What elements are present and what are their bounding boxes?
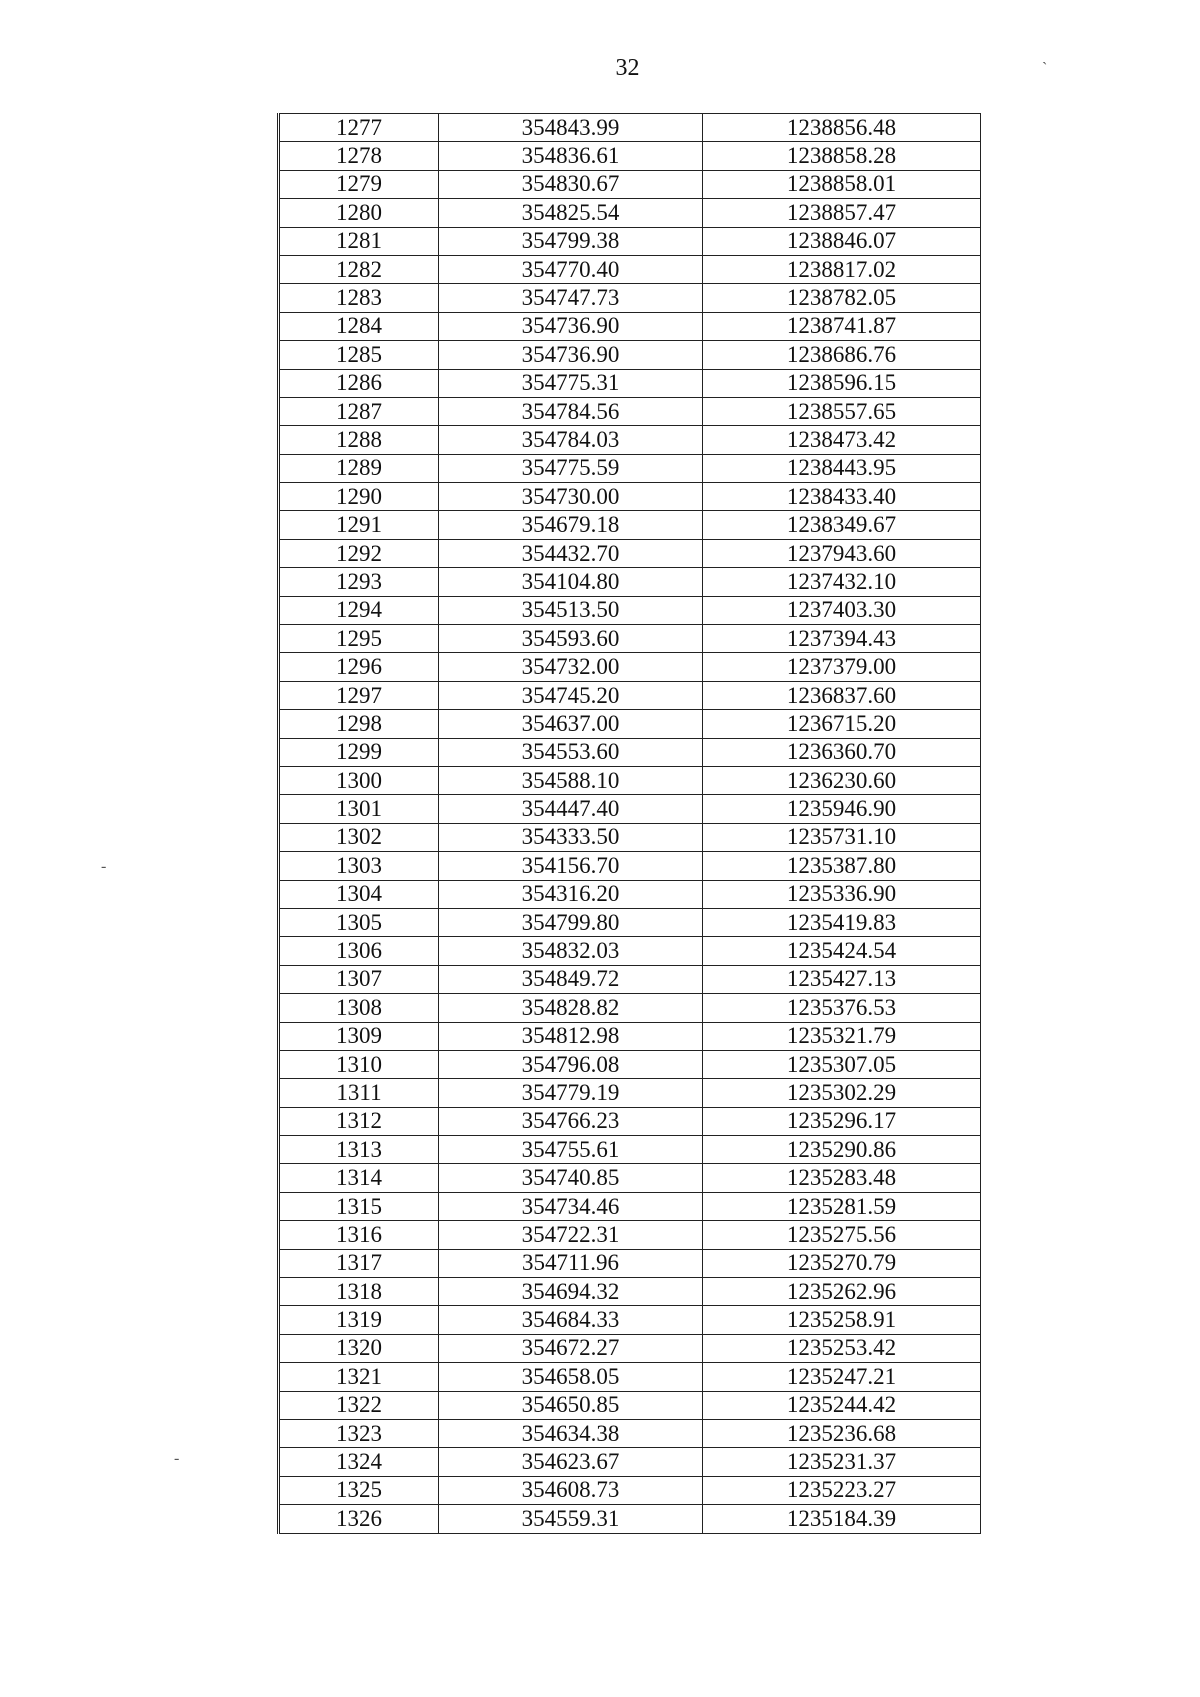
x-coordinate-cell: 354828.82 — [439, 994, 703, 1022]
x-coordinate-cell: 354747.73 — [439, 284, 703, 312]
x-coordinate-cell: 354513.50 — [439, 596, 703, 624]
x-coordinate-cell: 354843.99 — [439, 114, 703, 142]
point-number-cell: 1317 — [279, 1249, 439, 1277]
table-row — [279, 341, 981, 369]
y-coordinate-cell: 1235258.91 — [703, 1306, 981, 1334]
y-coordinate-cell: 1238846.07 — [703, 227, 981, 255]
y-coordinate-cell: 1238473.42 — [703, 426, 981, 454]
point-number-cell: 1278 — [279, 142, 439, 170]
table-row — [279, 908, 981, 936]
table-row — [279, 1448, 981, 1476]
table-row — [279, 823, 981, 851]
point-number-cell: 1299 — [279, 738, 439, 766]
x-coordinate-cell: 354679.18 — [439, 511, 703, 539]
table-row — [279, 965, 981, 993]
y-coordinate-cell: 1235946.90 — [703, 795, 981, 823]
point-number-cell: 1287 — [279, 397, 439, 425]
point-number-cell: 1303 — [279, 852, 439, 880]
y-coordinate-cell: 1238443.95 — [703, 454, 981, 482]
table-row — [279, 568, 981, 596]
table-row — [279, 255, 981, 283]
point-number-cell: 1285 — [279, 341, 439, 369]
point-number-cell: 1289 — [279, 454, 439, 482]
x-coordinate-cell: 354784.56 — [439, 397, 703, 425]
point-number-cell: 1296 — [279, 653, 439, 681]
point-number-cell: 1311 — [279, 1079, 439, 1107]
x-coordinate-cell: 354755.61 — [439, 1136, 703, 1164]
y-coordinate-cell: 1235296.17 — [703, 1107, 981, 1135]
x-coordinate-cell: 354447.40 — [439, 795, 703, 823]
x-coordinate-cell: 354553.60 — [439, 738, 703, 766]
x-coordinate-cell: 354593.60 — [439, 625, 703, 653]
y-coordinate-cell: 1238858.01 — [703, 170, 981, 198]
x-coordinate-cell: 354432.70 — [439, 539, 703, 567]
table-row — [279, 199, 981, 227]
point-number-cell: 1306 — [279, 937, 439, 965]
table-row — [279, 1476, 981, 1504]
x-coordinate-cell: 354832.03 — [439, 937, 703, 965]
x-coordinate-cell: 354711.96 — [439, 1249, 703, 1277]
point-number-cell: 1297 — [279, 681, 439, 709]
table-row — [279, 710, 981, 738]
y-coordinate-cell: 1235424.54 — [703, 937, 981, 965]
point-number-cell: 1315 — [279, 1192, 439, 1220]
point-number-cell: 1295 — [279, 625, 439, 653]
table-row — [279, 1079, 981, 1107]
table-row — [279, 170, 981, 198]
y-coordinate-cell: 1238782.05 — [703, 284, 981, 312]
point-number-cell: 1279 — [279, 170, 439, 198]
table-row — [279, 1221, 981, 1249]
x-coordinate-cell: 354740.85 — [439, 1164, 703, 1192]
page-number: 32 — [615, 55, 640, 81]
y-coordinate-cell: 1237432.10 — [703, 568, 981, 596]
scan-artifact-mark: - — [101, 858, 107, 875]
x-coordinate-cell: 354799.80 — [439, 908, 703, 936]
y-coordinate-cell: 1235244.42 — [703, 1391, 981, 1419]
y-coordinate-cell: 1237403.30 — [703, 596, 981, 624]
coordinate-table-container — [277, 113, 981, 1534]
x-coordinate-cell: 354658.05 — [439, 1363, 703, 1391]
point-number-cell: 1290 — [279, 483, 439, 511]
x-coordinate-cell: 354830.67 — [439, 170, 703, 198]
x-coordinate-cell: 354736.90 — [439, 312, 703, 340]
point-number-cell: 1308 — [279, 994, 439, 1022]
point-number-cell: 1325 — [279, 1476, 439, 1504]
x-coordinate-cell: 354156.70 — [439, 852, 703, 880]
x-coordinate-cell: 354799.38 — [439, 227, 703, 255]
x-coordinate-cell: 354634.38 — [439, 1419, 703, 1447]
y-coordinate-cell: 1235253.42 — [703, 1334, 981, 1362]
y-coordinate-cell: 1235275.56 — [703, 1221, 981, 1249]
coordinate-table-body — [279, 114, 981, 1534]
x-coordinate-cell: 354745.20 — [439, 681, 703, 709]
table-row — [279, 227, 981, 255]
x-coordinate-cell: 354637.00 — [439, 710, 703, 738]
y-coordinate-cell: 1235419.83 — [703, 908, 981, 936]
x-coordinate-cell: 354623.67 — [439, 1448, 703, 1476]
table-row — [279, 1306, 981, 1334]
x-coordinate-cell: 354730.00 — [439, 483, 703, 511]
table-row — [279, 511, 981, 539]
y-coordinate-cell: 1238686.76 — [703, 341, 981, 369]
x-coordinate-cell: 354784.03 — [439, 426, 703, 454]
table-row — [279, 653, 981, 681]
y-coordinate-cell: 1236715.20 — [703, 710, 981, 738]
y-coordinate-cell: 1235307.05 — [703, 1050, 981, 1078]
table-row — [279, 1505, 981, 1533]
point-number-cell: 1277 — [279, 114, 439, 142]
point-number-cell: 1320 — [279, 1334, 439, 1362]
table-row — [279, 795, 981, 823]
table-row — [279, 454, 981, 482]
table-row — [279, 1107, 981, 1135]
x-coordinate-cell: 354722.31 — [439, 1221, 703, 1249]
x-coordinate-cell: 354672.27 — [439, 1334, 703, 1362]
x-coordinate-cell: 354684.33 — [439, 1306, 703, 1334]
table-row — [279, 1278, 981, 1306]
point-number-cell: 1316 — [279, 1221, 439, 1249]
y-coordinate-cell: 1235236.68 — [703, 1419, 981, 1447]
x-coordinate-cell: 354796.08 — [439, 1050, 703, 1078]
table-row — [279, 681, 981, 709]
point-number-cell: 1291 — [279, 511, 439, 539]
point-number-cell: 1309 — [279, 1022, 439, 1050]
x-coordinate-cell: 354104.80 — [439, 568, 703, 596]
table-row — [279, 1164, 981, 1192]
x-coordinate-cell: 354650.85 — [439, 1391, 703, 1419]
x-coordinate-cell: 354766.23 — [439, 1107, 703, 1135]
y-coordinate-cell: 1235231.37 — [703, 1448, 981, 1476]
point-number-cell: 1307 — [279, 965, 439, 993]
table-row — [279, 625, 981, 653]
table-row — [279, 1334, 981, 1362]
y-coordinate-cell: 1237379.00 — [703, 653, 981, 681]
table-row — [279, 852, 981, 880]
y-coordinate-cell: 1238433.40 — [703, 483, 981, 511]
table-row — [279, 1022, 981, 1050]
point-number-cell: 1292 — [279, 539, 439, 567]
x-coordinate-cell: 354775.59 — [439, 454, 703, 482]
x-coordinate-cell: 354734.46 — [439, 1192, 703, 1220]
table-row — [279, 738, 981, 766]
y-coordinate-cell: 1236837.60 — [703, 681, 981, 709]
x-coordinate-cell: 354316.20 — [439, 880, 703, 908]
point-number-cell: 1313 — [279, 1136, 439, 1164]
y-coordinate-cell: 1238741.87 — [703, 312, 981, 340]
y-coordinate-cell: 1235387.80 — [703, 852, 981, 880]
point-number-cell: 1302 — [279, 823, 439, 851]
y-coordinate-cell: 1235270.79 — [703, 1249, 981, 1277]
point-number-cell: 1310 — [279, 1050, 439, 1078]
table-row — [279, 766, 981, 794]
x-coordinate-cell: 354694.32 — [439, 1278, 703, 1306]
y-coordinate-cell: 1235184.39 — [703, 1505, 981, 1533]
table-row — [279, 596, 981, 624]
table-row — [279, 114, 981, 142]
point-number-cell: 1322 — [279, 1391, 439, 1419]
y-coordinate-cell: 1238349.67 — [703, 511, 981, 539]
table-row — [279, 1363, 981, 1391]
x-coordinate-cell: 354836.61 — [439, 142, 703, 170]
x-coordinate-cell: 354825.54 — [439, 199, 703, 227]
y-coordinate-cell: 1237394.43 — [703, 625, 981, 653]
y-coordinate-cell: 1235731.10 — [703, 823, 981, 851]
point-number-cell: 1286 — [279, 369, 439, 397]
table-row — [279, 1249, 981, 1277]
point-number-cell: 1283 — [279, 284, 439, 312]
y-coordinate-cell: 1238817.02 — [703, 255, 981, 283]
point-number-cell: 1293 — [279, 568, 439, 596]
point-number-cell: 1294 — [279, 596, 439, 624]
point-number-cell: 1298 — [279, 710, 439, 738]
point-number-cell: 1312 — [279, 1107, 439, 1135]
y-coordinate-cell: 1235376.53 — [703, 994, 981, 1022]
y-coordinate-cell: 1235223.27 — [703, 1476, 981, 1504]
x-coordinate-cell: 354736.90 — [439, 341, 703, 369]
table-row — [279, 994, 981, 1022]
x-coordinate-cell: 354333.50 — [439, 823, 703, 851]
point-number-cell: 1301 — [279, 795, 439, 823]
coordinate-table — [277, 113, 981, 1534]
point-number-cell: 1304 — [279, 880, 439, 908]
y-coordinate-cell: 1236230.60 — [703, 766, 981, 794]
table-row — [279, 483, 981, 511]
y-coordinate-cell: 1235281.59 — [703, 1192, 981, 1220]
table-row — [279, 1050, 981, 1078]
point-number-cell: 1321 — [279, 1363, 439, 1391]
point-number-cell: 1318 — [279, 1278, 439, 1306]
x-coordinate-cell: 354559.31 — [439, 1505, 703, 1533]
y-coordinate-cell: 1238856.48 — [703, 114, 981, 142]
x-coordinate-cell: 354608.73 — [439, 1476, 703, 1504]
point-number-cell: 1284 — [279, 312, 439, 340]
y-coordinate-cell: 1235336.90 — [703, 880, 981, 908]
table-row — [279, 369, 981, 397]
table-row — [279, 539, 981, 567]
y-coordinate-cell: 1235321.79 — [703, 1022, 981, 1050]
y-coordinate-cell: 1235302.29 — [703, 1079, 981, 1107]
x-coordinate-cell: 354849.72 — [439, 965, 703, 993]
x-coordinate-cell: 354812.98 — [439, 1022, 703, 1050]
y-coordinate-cell: 1235283.48 — [703, 1164, 981, 1192]
point-number-cell: 1305 — [279, 908, 439, 936]
table-row — [279, 426, 981, 454]
y-coordinate-cell: 1238557.65 — [703, 397, 981, 425]
point-number-cell: 1326 — [279, 1505, 439, 1533]
table-row — [279, 880, 981, 908]
scan-artifact-mark: - — [174, 1450, 180, 1467]
y-coordinate-cell: 1236360.70 — [703, 738, 981, 766]
y-coordinate-cell: 1235262.96 — [703, 1278, 981, 1306]
table-row — [279, 312, 981, 340]
table-row — [279, 937, 981, 965]
y-coordinate-cell: 1238596.15 — [703, 369, 981, 397]
point-number-cell: 1324 — [279, 1448, 439, 1476]
scan-artifact-mark: ` — [1042, 60, 1048, 77]
table-row — [279, 1419, 981, 1447]
table-row — [279, 284, 981, 312]
x-coordinate-cell: 354779.19 — [439, 1079, 703, 1107]
point-number-cell: 1319 — [279, 1306, 439, 1334]
x-coordinate-cell: 354775.31 — [439, 369, 703, 397]
y-coordinate-cell: 1235247.21 — [703, 1363, 981, 1391]
y-coordinate-cell: 1238857.47 — [703, 199, 981, 227]
point-number-cell: 1314 — [279, 1164, 439, 1192]
x-coordinate-cell: 354588.10 — [439, 766, 703, 794]
x-coordinate-cell: 354732.00 — [439, 653, 703, 681]
table-row — [279, 397, 981, 425]
y-coordinate-cell: 1235290.86 — [703, 1136, 981, 1164]
point-number-cell: 1288 — [279, 426, 439, 454]
y-coordinate-cell: 1237943.60 — [703, 539, 981, 567]
table-row — [279, 1192, 981, 1220]
point-number-cell: 1300 — [279, 766, 439, 794]
point-number-cell: 1281 — [279, 227, 439, 255]
point-number-cell: 1323 — [279, 1419, 439, 1447]
x-coordinate-cell: 354770.40 — [439, 255, 703, 283]
point-number-cell: 1282 — [279, 255, 439, 283]
table-row — [279, 142, 981, 170]
point-number-cell: 1280 — [279, 199, 439, 227]
table-row — [279, 1136, 981, 1164]
table-row — [279, 1391, 981, 1419]
y-coordinate-cell: 1235427.13 — [703, 965, 981, 993]
y-coordinate-cell: 1238858.28 — [703, 142, 981, 170]
